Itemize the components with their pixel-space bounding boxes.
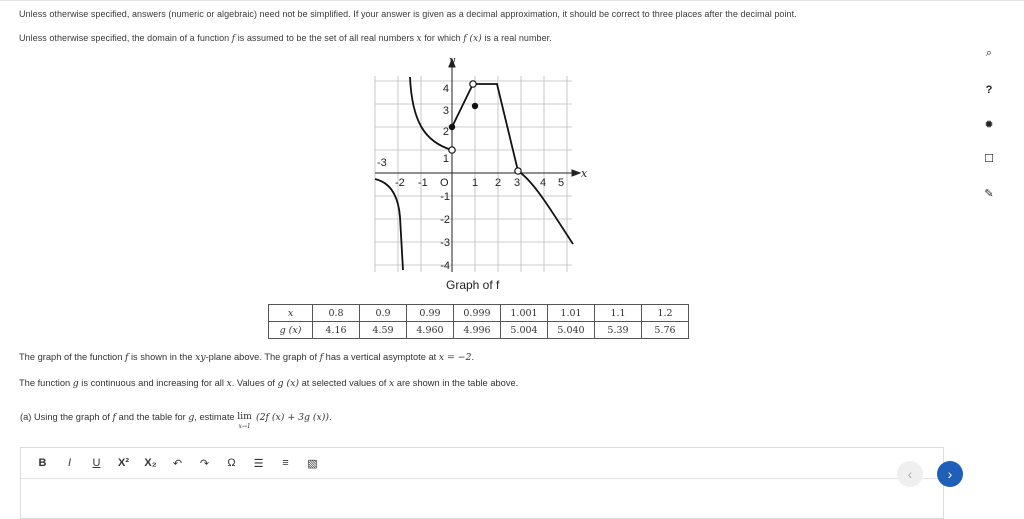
table-cell: 0.999 bbox=[454, 305, 501, 322]
x-tick-neg2: -2 bbox=[395, 177, 405, 189]
table-cell: 4.996 bbox=[454, 322, 501, 339]
table-cell: 0.8 bbox=[313, 305, 360, 322]
y-tick-neg3: -3 bbox=[440, 237, 450, 249]
bold-button[interactable]: B bbox=[38, 457, 47, 469]
table-row-x bbox=[269, 305, 689, 322]
help-icon[interactable]: ? bbox=[985, 84, 993, 96]
table-cell: 1.001 bbox=[501, 305, 548, 322]
table-cell: 4.960 bbox=[407, 322, 454, 339]
special-character-button[interactable]: Ω bbox=[227, 457, 236, 469]
y-tick-neg4: -4 bbox=[440, 260, 450, 272]
curve-left-branch bbox=[375, 179, 403, 270]
numbered-list-button[interactable]: ≡ bbox=[282, 457, 289, 469]
limit-operator: lim x→1 bbox=[237, 411, 252, 430]
answer-input-area[interactable] bbox=[21, 478, 943, 519]
bullet-list-button[interactable]: ☰ bbox=[253, 457, 264, 470]
y-tick-3: 3 bbox=[442, 105, 449, 117]
top-divider bbox=[0, 0, 1024, 5]
next-button[interactable]: › bbox=[937, 461, 963, 487]
y-tick-neg2: -2 bbox=[440, 214, 450, 226]
table-cell: 5.004 bbox=[501, 322, 548, 339]
graph-title: Graph of f bbox=[446, 278, 500, 292]
instructions-line-1: Unless otherwise specified, answers (numeric or algebraic) need not be simplified. If your answer is given as a decimal approximation, it should be correct to three places after the decimal point. bbox=[19, 9, 797, 19]
open-point-1-4 bbox=[470, 81, 476, 87]
zoom-icon[interactable]: ⌕ bbox=[985, 46, 993, 59]
y-tick-2: 2 bbox=[442, 126, 449, 138]
y-axis-label: y bbox=[449, 54, 456, 67]
previous-button[interactable]: ‹ bbox=[897, 461, 923, 487]
x-tick-4: 4 bbox=[540, 177, 547, 189]
undo-button[interactable]: ↶ bbox=[172, 457, 183, 470]
superscript-button[interactable]: X² bbox=[118, 457, 129, 469]
x-axis-label: x bbox=[581, 167, 588, 180]
table-cell: 1.01 bbox=[548, 305, 595, 322]
segment-rising bbox=[452, 84, 473, 127]
italic-button[interactable]: I bbox=[67, 457, 72, 469]
table-cell: 4.16 bbox=[313, 322, 360, 339]
table-cell: 1.1 bbox=[595, 305, 642, 322]
x-tick-neg1: -1 bbox=[418, 177, 428, 189]
open-point-0-1 bbox=[449, 147, 455, 153]
g-values-table bbox=[268, 304, 689, 339]
y-tick-1: 1 bbox=[442, 153, 449, 165]
x-tick-neg3: -3 bbox=[377, 157, 387, 169]
table-cell: 5.76 bbox=[642, 322, 689, 339]
open-point-3-0 bbox=[515, 168, 521, 174]
table-header-g: g (x) bbox=[269, 322, 313, 339]
redo-button[interactable]: ↷ bbox=[199, 457, 210, 470]
table-cell: 4.59 bbox=[360, 322, 407, 339]
pencil-icon[interactable]: ✎ bbox=[984, 187, 994, 200]
graph-of-f bbox=[370, 52, 590, 297]
underline-button[interactable]: U bbox=[92, 457, 101, 469]
table-cell: 0.9 bbox=[360, 305, 407, 322]
graph-points bbox=[449, 81, 521, 174]
table-cell: 0.99 bbox=[407, 305, 454, 322]
axes bbox=[375, 59, 580, 272]
question-a: (a) Using the graph of f and the table for g, estimate lim x→1(2f (x) + 3g (x)). bbox=[20, 411, 332, 430]
table-cell: 5.39 bbox=[595, 322, 642, 339]
y-tick-4: 4 bbox=[442, 83, 449, 95]
paragraph-g-description: The function g is continuous and increasing for all x. Values of g (x) at selected values of x are shown in the table above. bbox=[19, 378, 519, 389]
y-tick-neg1: -1 bbox=[440, 191, 450, 203]
segment-plateau-falling bbox=[473, 84, 518, 171]
x-tick-1: 1 bbox=[472, 177, 479, 189]
subscript-button[interactable]: X₂ bbox=[144, 457, 157, 469]
table-row-g bbox=[269, 322, 689, 339]
paragraph-graph-description: The graph of the function f is shown in the xy-plane above. The graph of f has a vertical asymptote at x = −2. bbox=[19, 352, 475, 363]
instructions-line-2: Unless otherwise specified, the domain of a function f is assumed to be the set of all real numbers x for which f (x) is a real number. bbox=[19, 33, 552, 44]
x-tick-2: 2 bbox=[495, 177, 502, 189]
table-header-x: x bbox=[269, 305, 313, 322]
closed-point-1-3 bbox=[472, 103, 478, 109]
settings-icon[interactable]: ✹ bbox=[984, 118, 994, 131]
answer-editor bbox=[20, 447, 944, 519]
table-cell: 5.040 bbox=[548, 322, 595, 339]
x-tick-5: 5 bbox=[558, 177, 565, 189]
x-tick-3: 3 bbox=[514, 177, 521, 189]
closed-point-0-2 bbox=[449, 124, 455, 130]
origin-label: O bbox=[440, 177, 449, 189]
bookmark-icon[interactable]: ☐ bbox=[984, 152, 994, 165]
insert-image-button[interactable]: ▧ bbox=[307, 457, 318, 470]
table-cell: 1.2 bbox=[642, 305, 689, 322]
editor-toolbar bbox=[21, 448, 943, 478]
